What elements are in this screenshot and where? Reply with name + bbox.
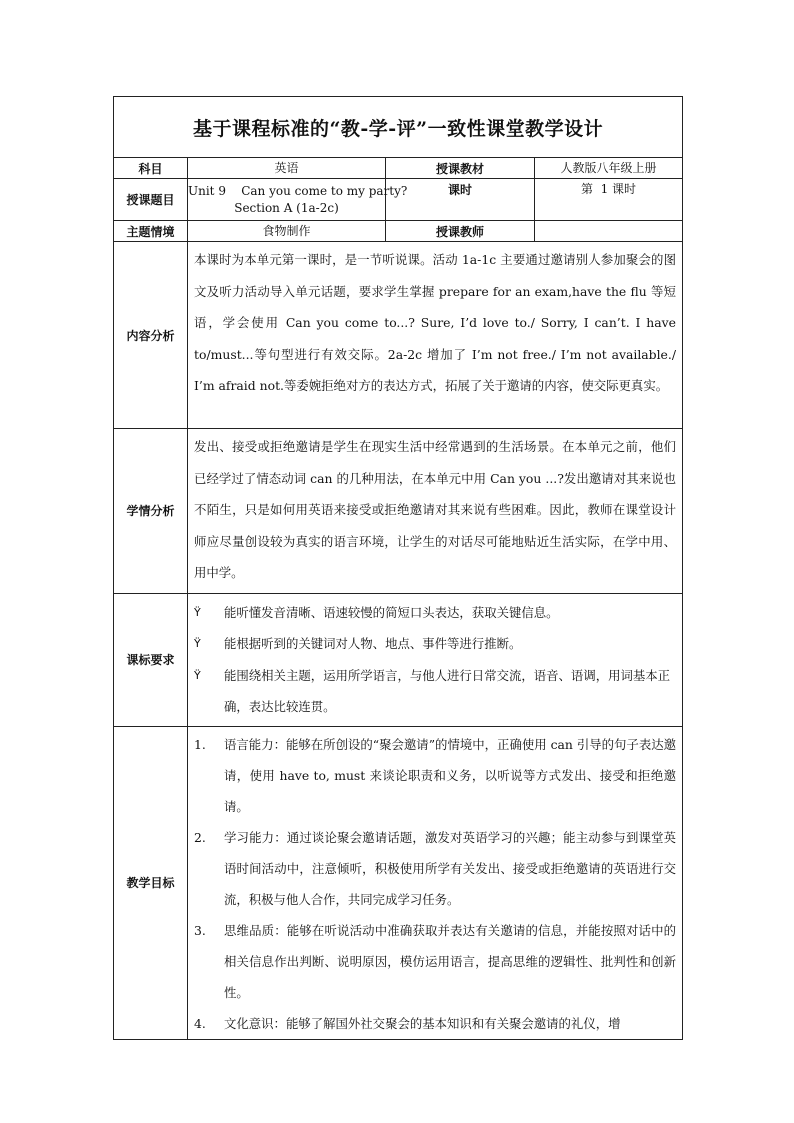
- period-value: 第 1 课时: [535, 179, 683, 221]
- list-item: [194, 915, 676, 1008]
- subject-label: 科目: [114, 158, 188, 179]
- subject-value: 英语: [188, 158, 386, 179]
- theme-value: 食物制作: [188, 221, 386, 242]
- goal-number: 3.: [194, 922, 206, 938]
- student-analysis-text: 发出、接受或拒绝邀请是学生在现实生活中经常遇到的生活场景。在本单元之前，他们已经学过了情态动词 can 的几种用法，在本单元中用 Can you ...?发出邀请对其来说也不陌生，只是如何用英语来接受或拒绝邀请对其来说有些困难。因此，教师在课堂设计师应尽量创设较为真实的语言环境，让学生的对话尽可能地贴近生活实际，在学中用、用中学。: [188, 429, 683, 594]
- student-analysis-label: 学情分析: [114, 429, 188, 594]
- goal-number: 4.: [194, 1015, 206, 1031]
- bullet-icon: Ÿ: [194, 637, 201, 650]
- goal-text: 思维品质：能够在听说活动中准确获取并表达有关邀请的信息，并能按照对话中的相关信息作出判断、说明原因，模仿运用语言，提高思维的逻辑性、批判性和创新性。: [224, 922, 677, 1000]
- bullet-icon: Ÿ: [194, 668, 201, 682]
- list-item: [194, 628, 676, 660]
- list-item: [194, 660, 676, 723]
- standard-text: 能听懂发音清晰、语速较慢的简短口头表达，获取关键信息。: [224, 604, 559, 620]
- goals-label: 教学目标: [114, 726, 188, 1039]
- goal-number: 1.: [194, 736, 206, 752]
- topic-value: [188, 179, 408, 221]
- lesson-design-table: [113, 96, 683, 1040]
- goal-number: 2.: [194, 829, 206, 845]
- teacher-value: [535, 221, 683, 242]
- document-title: 基于课程标准的“教-学-评”一致性课堂教学设计: [114, 97, 683, 158]
- standards-list: [188, 593, 683, 726]
- teacher-label: 授课教师: [386, 221, 535, 242]
- content-analysis-label: 内容分析: [114, 242, 188, 429]
- list-item: [194, 1008, 676, 1039]
- standard-text: 能根据听到的关键词对人物、地点、事件等进行推断。: [224, 636, 522, 651]
- goal-text: 语言能力：能够在所创设的“聚会邀请”的情境中，正确使用 can 引导的句子表达邀请，使用 have to, must 来谈论职责和义务，以听说等方式发出、接受和拒绝邀请。: [224, 736, 677, 814]
- goal-text: 学习能力：通过谈论聚会邀请话题，激发对英语学习的兴趣；能主动参与到课堂英语时间活动中，注意倾听，积极使用所学有关发出、接受或拒绝邀请的英语进行交流，积极与他人合作，共同完成学习任务。: [224, 829, 677, 907]
- standard-text: 能围绕相关主题，运用所学语言，与他人进行日常交流，语音、语调，用词基本正确，表达比较连贯。: [224, 667, 671, 714]
- topic-unit: Unit 9 Can you come to my party?: [188, 183, 408, 198]
- list-item: [194, 822, 676, 915]
- goal-text: 文化意识：能够了解国外社交聚会的基本知识和有关聚会邀请的礼仪，增: [224, 1015, 621, 1031]
- bullet-icon: Ÿ: [194, 605, 201, 619]
- theme-label: 主题情境: [114, 221, 188, 242]
- topic-label: 授课题目: [114, 179, 188, 221]
- standards-label: 课标要求: [114, 593, 188, 726]
- textbook-value: 人教版八年级上册: [535, 158, 683, 179]
- period-label: 课时: [386, 179, 535, 221]
- content-analysis-text: 本课时为本单元第一课时，是一节听说课。活动 1a-1c 主要通过邀请别人参加聚会的图文及听力活动导入单元话题，要求学生掌握 prepare for an exam,have the flu 等短语，学会使用 Can you come to...? Sure, I’d love to./ Sorry, I can’t. I have to/must...等句型进行有效交际。2a-2c 增加了 I’m not free./ I’m not available./ I’m afraid not.等委婉拒绝对方的表达方式，拓展了关于邀请的内容，使交际更真实。: [188, 242, 683, 429]
- topic-section: Section A (1a-2c): [234, 200, 339, 215]
- list-item: [194, 597, 676, 629]
- textbook-label: 授课教材: [386, 158, 535, 179]
- list-item: [194, 729, 676, 822]
- goals-list: [188, 726, 683, 1039]
